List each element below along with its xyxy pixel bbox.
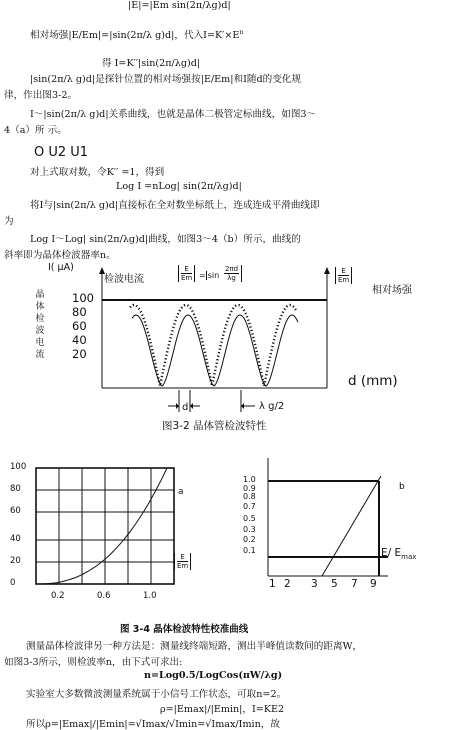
vertical-label-char: 流 xyxy=(35,350,45,360)
fig32-right-label: 相对场强 xyxy=(372,285,412,296)
vertical-label-char: 检 xyxy=(35,314,45,324)
fig32-caption: 图3-2 晶体管检波特性 xyxy=(162,420,267,432)
fig34b-ytick-label: 0.9 xyxy=(243,484,256,493)
text-line: 律，作出图3-2。 xyxy=(4,90,78,101)
text-line: 斜率即为晶体检波器率n。 xyxy=(4,250,116,261)
fig34a-grid xyxy=(36,468,174,584)
text-line: 相对场强|E/Em|=|sin(2π/λ g)d|，代入$I=K'\times E^n$ xyxy=(30,28,244,41)
fig34a-ytick-label: 0 xyxy=(10,578,16,588)
text-line: 对上式取对数，令K′′ =1，得到 xyxy=(30,167,165,178)
fig34b-ytick-label: 0.8 xyxy=(243,492,256,501)
vertical-label-char: 波 xyxy=(35,326,45,336)
fig34b-axes xyxy=(268,458,388,576)
fig34a-ytick-label: 60 xyxy=(10,506,21,516)
fig34b-label: b xyxy=(399,482,405,492)
fig34a-xtick-label: 1.0 xyxy=(143,591,157,601)
text-line: |sin(2π/λ g)d|是探针位置的相对场强按|E/Em|和I随d的变化规 xyxy=(30,74,301,85)
fig32-ylabel-top: 检波电流 xyxy=(104,274,144,285)
text-line: 所以ρ=|Emax|/|Emin|=√Imax/√Imin=√Imax/Imin，故 xyxy=(26,719,280,730)
fig34a-ytick-label: 40 xyxy=(10,534,21,544)
fig32-ytick-label: 40 xyxy=(72,333,87,347)
fig34b-line xyxy=(322,476,381,576)
fig32-d-mark: d xyxy=(182,402,189,413)
fig34b-xtick-label: 2 xyxy=(284,578,291,590)
text-line: O U2 U1 xyxy=(34,145,89,160)
vertical-label-char: 电 xyxy=(35,338,45,348)
fig34a-ytick-label: 80 xyxy=(10,484,21,494)
fig34a-curve xyxy=(36,468,167,584)
fig34b-ytick-label: 0.2 xyxy=(243,535,256,544)
fig34b-ytick-label: 1.0 xyxy=(243,475,256,484)
text-line: 4（a）所 示。 xyxy=(4,125,67,136)
fig32-formula-arg: 2πd λg xyxy=(224,265,242,282)
fig34b-ytick-label: 0.7 xyxy=(243,502,256,511)
fig34b-ytick-label: 0.5 xyxy=(243,514,256,523)
fig34b-ytick-label: 0.1 xyxy=(243,546,256,555)
fig32-unit-label: I( μA) xyxy=(48,262,74,273)
fig32-current-curve xyxy=(132,315,298,386)
fig32-formula-right: E Em xyxy=(335,267,352,284)
formula-rho: ρ=|Emax|/|Emin|，I=KE2 xyxy=(160,704,285,715)
vertical-label-char: 晶 xyxy=(35,290,45,300)
fig34a-xtick-label: 0.2 xyxy=(51,591,65,601)
fig32-formula-eq: = sin xyxy=(199,271,220,280)
fig34b-xtick-label: 1 xyxy=(269,578,276,590)
fig32-ytick-label: 100 xyxy=(72,291,94,305)
text-line: 为 xyxy=(4,216,14,227)
fig32-ytick-label: 80 xyxy=(72,305,87,319)
formula-log: Log I =nLog| sin(2π/λg)d| xyxy=(116,181,242,192)
formula-E: |E|=|Em sin(2π/λg)d| xyxy=(128,0,231,11)
fig32-lambda-mark: λ g/2 xyxy=(259,401,285,412)
fig34b-xtick-label: 5 xyxy=(331,578,338,590)
fig34a-xtick-label: 0.6 xyxy=(97,591,111,601)
fig34a-label: a xyxy=(178,487,184,497)
fig34a-ytick-label: 100 xyxy=(10,462,27,472)
fig34b-xtick-label: 7 xyxy=(351,578,358,590)
formula-n: n=Log0.5/LogCos(πW/λg) xyxy=(144,670,283,681)
text-line: 将I与|sin(2π/λ g)d|直接标在全对数坐标纸上，连成连成平滑曲线即 xyxy=(30,200,320,211)
text-line: 得 I=K′′|sin(2π/λg)d| xyxy=(102,58,201,69)
fig32-ytick-label: 60 xyxy=(72,319,87,333)
fig34b-xtick-label: 9 xyxy=(370,578,377,590)
text-line: Log I～Log| sin(2π/λg)d|曲线，如图3～4（b）所示，曲线的 xyxy=(30,234,301,245)
fig32-formula-left: E Em xyxy=(178,265,195,282)
text-line: 实验室大多数微波测量系统属于小信号工作状态，可取n=2。 xyxy=(26,689,287,700)
fig34a-frac: E Em xyxy=(174,553,191,570)
fig32-ytick-label: 20 xyxy=(72,347,87,361)
text-line: I～|sin(2π/λ g)d|关系曲线，也就是晶体二极管定标曲线，如图3～ xyxy=(30,109,317,120)
text-line: 测量晶体检波律另一种方法是：测量线终端短路，测出半峰值读数间的距离W， xyxy=(26,641,363,652)
vertical-label-char: 体 xyxy=(35,302,45,312)
fig34-caption: 图 3-4 晶体检波特性校准曲线 xyxy=(120,624,249,635)
fig34b-xtick-label: 3 xyxy=(311,578,318,590)
text-line: 如图3-3所示，则检波率n，由下式可求出: xyxy=(4,657,183,668)
fig34b-ytick-label: 0.3 xyxy=(243,525,256,534)
fig34a-ytick-label: 20 xyxy=(10,556,21,566)
fig34b-axis-label: E/ $E_{max}$ xyxy=(381,547,417,562)
fig32-xlabel: d (mm) xyxy=(348,373,398,389)
